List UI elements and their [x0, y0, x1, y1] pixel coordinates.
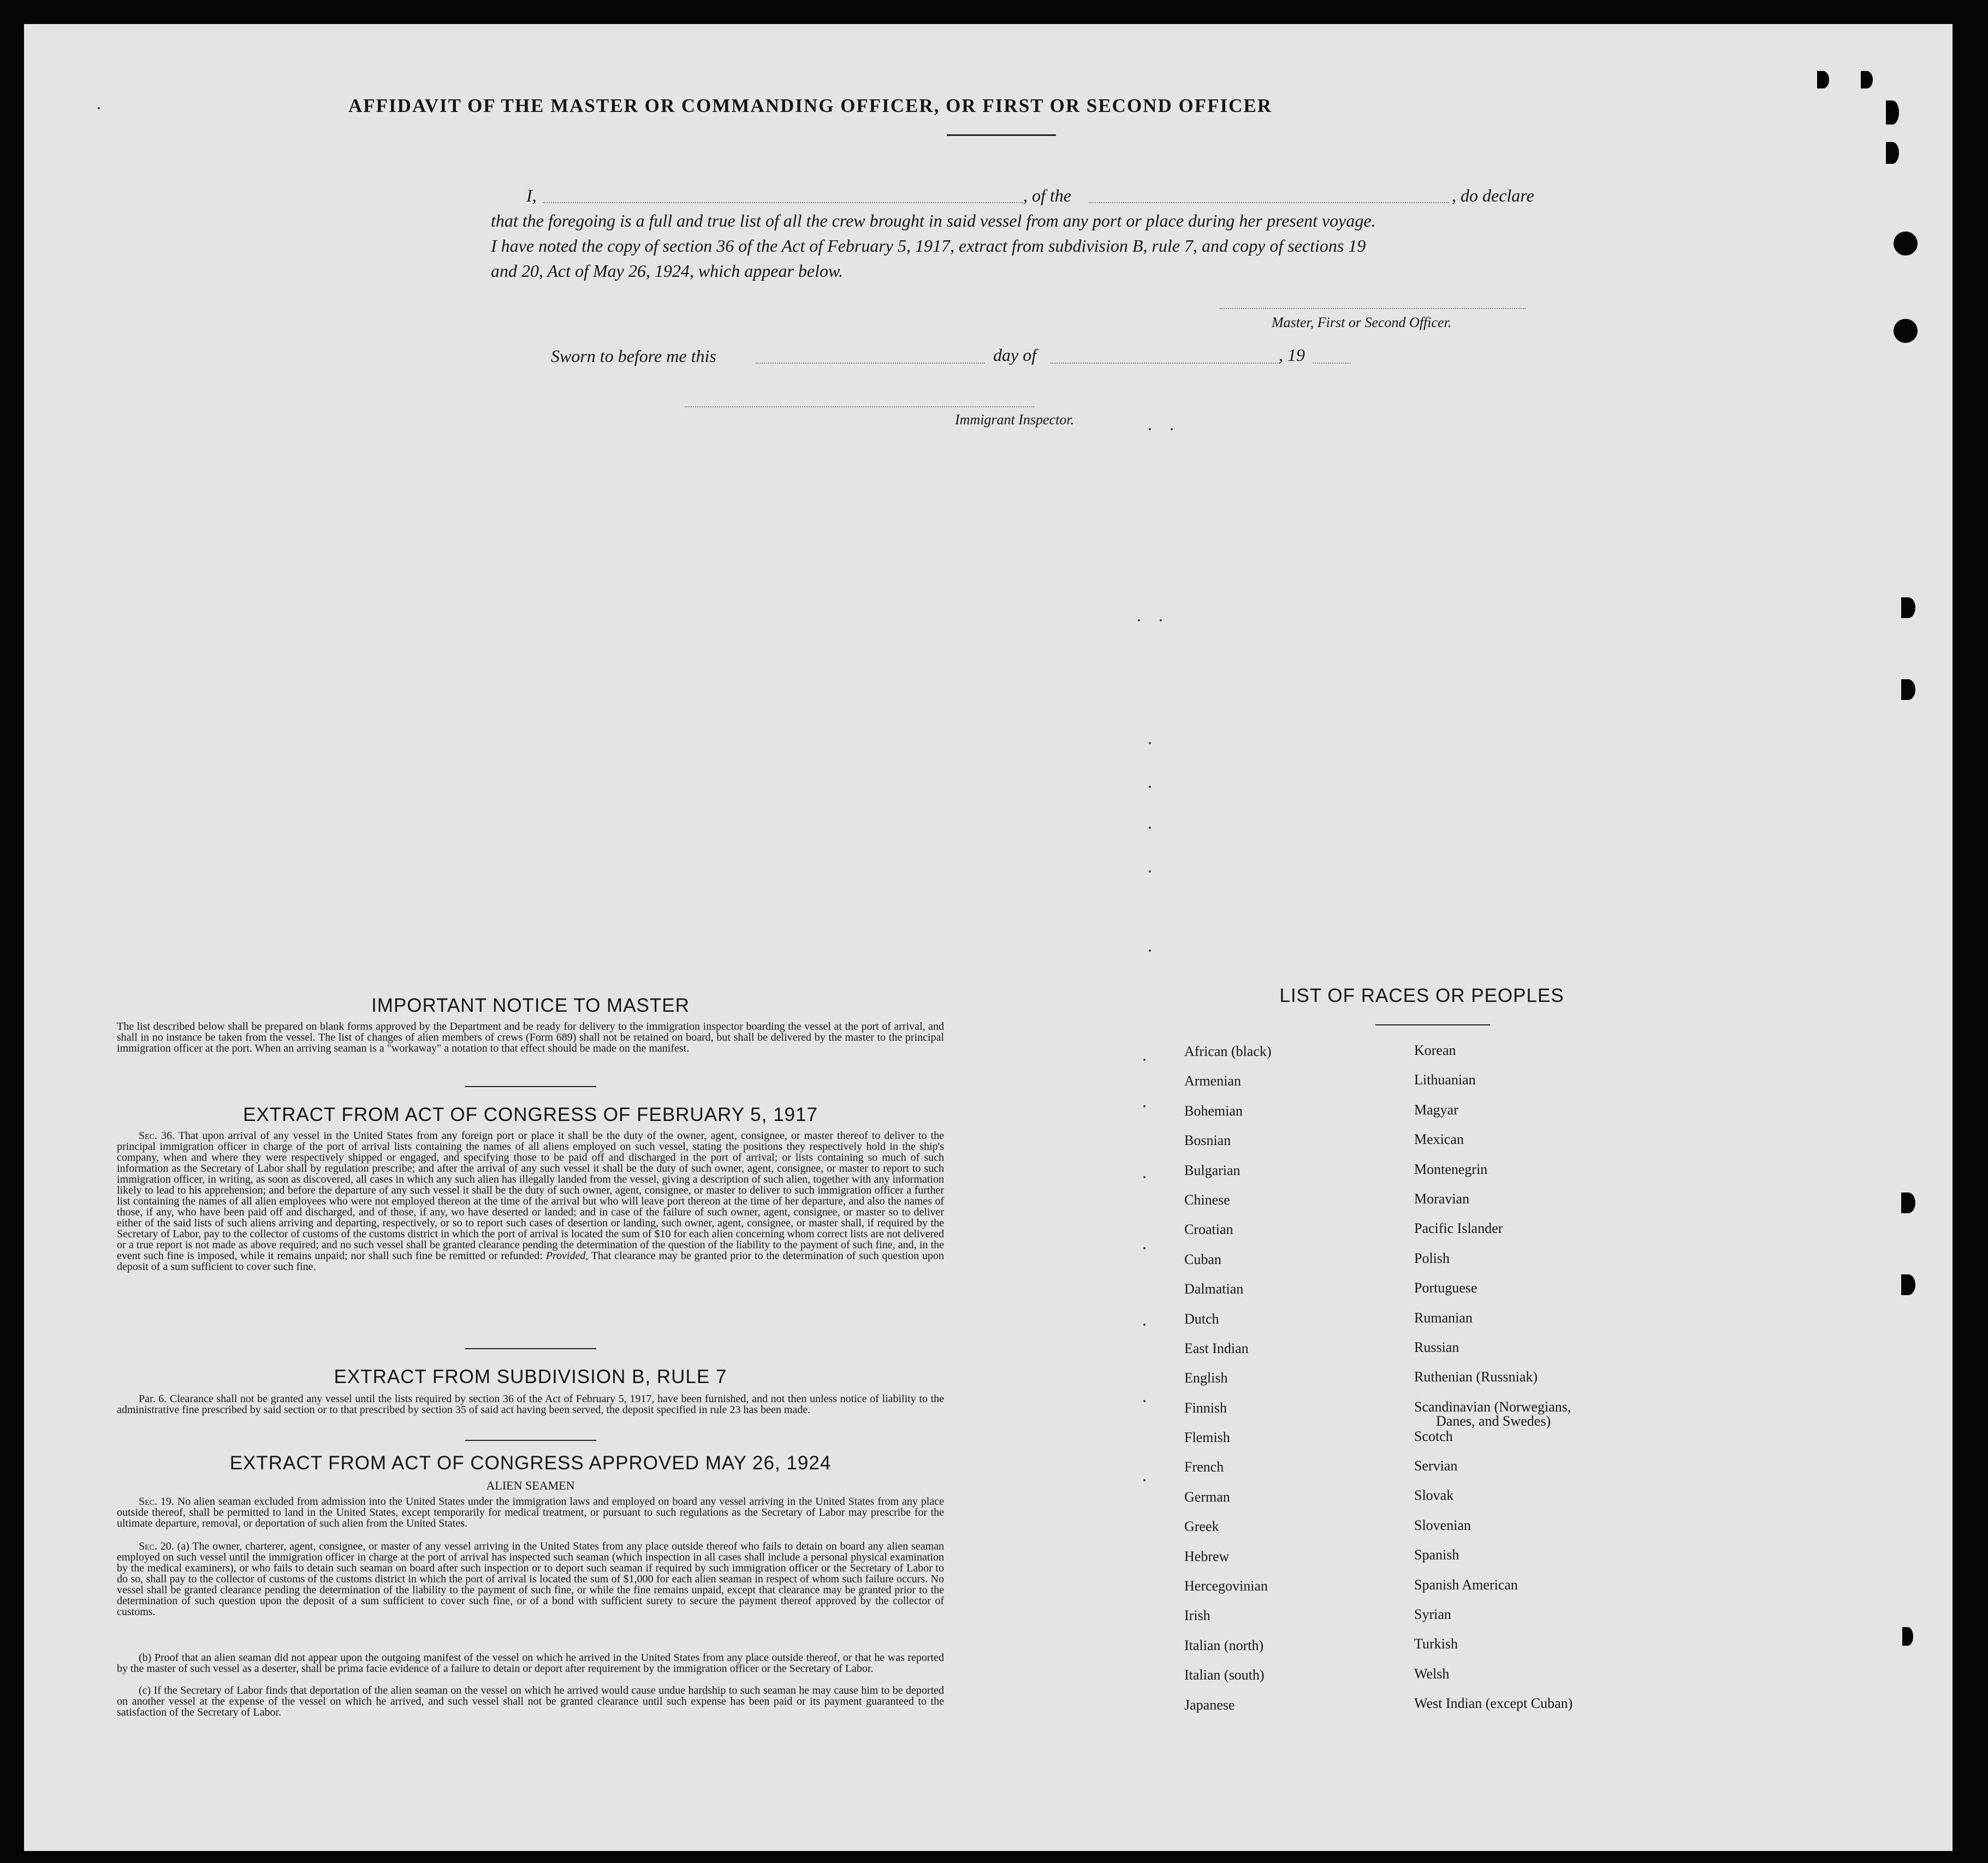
race-item: Greek [1184, 1518, 1219, 1535]
stray-dot [1149, 742, 1151, 744]
race-item: Slovak [1414, 1487, 1454, 1504]
stray-dot [1138, 619, 1140, 621]
race-item: Italian (north) [1184, 1637, 1264, 1653]
sec20a-body: (a) The owner, charterer, agent, consignee, or master of any vessel arriving in the United States from any place outside thereof who fails to detain on board any alien seaman employed on such vessel until the immigration officer in charge at the port of arrival has inspected such seaman (which inspection in all cases shall include a personal physical examination by the medical examiners), or who fails to detain such seaman on board after such inspection or to deport such seaman if required by such immigration officer or the Secretary of Labor to do so, shall pay to the collector of customs of the customs district in which the port of arrival is located the sum of $1,000 for each alien seaman in respect of whom such failure occurs. No vessel shall be granted clearance pending the determination of the liability to the payment of such fine, or while the fine remains unpaid, except that clearance may be granted prior to the determination of such question upon the deposit of a sum sufficient to cover such fine, or of a bond with sufficient surety to secure the payment thereof approved by the collector of customs. [117, 1540, 944, 1618]
extract-1917-text [117, 1130, 944, 1272]
race-item: Japanese [1184, 1696, 1235, 1713]
sworn-day-field[interactable] [756, 363, 985, 364]
race-item: Bosnian [1184, 1132, 1231, 1149]
notice-text: The list described below shall be prepared on blank forms approved by the Department and be ready for delivery to the immigration inspector boarding the vessel at the port of arrival, and shall in no instance be taken from the vessel. The list of changes of alien members of crews (Form 689) shall not be retained on board, but shall be delivered by the master to the principal immigration officer at the port. When an arriving seaman is a "workaway" a notation to that effect should be made on the manifest. [117, 1021, 944, 1054]
binder-notch [1861, 71, 1873, 88]
sec19-body: No alien seaman excluded from admission into the United States under the immigration laws and employed on board any vessel arriving in the United States from any place outside thereof, shall be permitted to land in the United States, except temporarily for medical treatment, or pursuant to such regulations as the Secretary of Labor may prescribe for the ultimate departure, removal, or deportation of such alien from the United States. [117, 1496, 944, 1529]
affidavit-do-declare: , do declare [1452, 186, 1534, 205]
extract-rule7-text: Par. 6. Clearance shall not be granted any vessel until the lists required by section 36 of the Act of February 5, 1917, have been furnished, and not then unless notice of liability to the administrative fine prescribed by said section or to that prescribed by section 35 of said act having been served, the deposit specified in rule 23 has been made. [117, 1393, 944, 1416]
races-column-2 [1414, 1043, 1572, 1726]
affidavit-line-1: that the foregoing is a full and true list of all the crew brought in said vessel from any port or place during her present voyage. [491, 211, 1376, 230]
race-item: Cuban [1184, 1251, 1221, 1267]
race-item: Finnish [1184, 1399, 1227, 1416]
race-item: Syrian [1414, 1606, 1451, 1623]
race-item: Spanish American [1414, 1576, 1518, 1593]
notice-rule [465, 1086, 596, 1087]
sec20b-text: (b) Proof that an alien seaman did not appear upon the outgoing manifest of the vessel on which he arrived in the United States from any place outside thereof, or that he was reported by the master of such vessel as a deserter, shall be prima facie evidence of a failure to detain or deport after requirement by the immigration officer or the Secretary of Labor. [117, 1652, 944, 1675]
stray-dot [1143, 1400, 1146, 1402]
race-item: Portuguese [1414, 1280, 1477, 1296]
race-item: Dalmatian [1184, 1281, 1244, 1297]
race-item: Danes, and Swedes) [1436, 1413, 1551, 1429]
stray-dot [1143, 1247, 1146, 1249]
vessel-field[interactable] [1089, 202, 1449, 203]
binder-notch [1886, 100, 1899, 124]
provided-word: Provided, [545, 1250, 589, 1262]
race-item: Hebrew [1184, 1548, 1230, 1564]
race-item: Turkish [1414, 1636, 1458, 1652]
race-item: Irish [1184, 1607, 1210, 1624]
affidavit-line-3: and 20, Act of May 26, 1924, which appear below. [491, 261, 843, 281]
race-item: Servian [1414, 1458, 1458, 1474]
race-item: Scotch [1414, 1428, 1453, 1444]
extract-1924-heading: EXTRACT FROM ACT OF CONGRESS APPROVED MAY 26, 1924 [229, 1452, 832, 1474]
race-item: African (black) [1184, 1043, 1272, 1059]
sec20c-text: (c) If the Secretary of Labor finds that deportation of the alien seaman on the vessel on which he arrived would cause undue hardship to such seaman he may cause him to be deported on another vessel at the expense of the vessel on which he arrived, and such vessel shall not be granted clearance until such expense has been paid or its payment guaranteed to the satisfaction of the Secretary of Labor. [117, 1684, 944, 1718]
race-item: Bulgarian [1184, 1162, 1241, 1178]
master-signature-label: Master, First or Second Officer. [1272, 315, 1452, 330]
race-item: Russian [1414, 1339, 1459, 1355]
race-item: Hercegovinian [1184, 1578, 1268, 1594]
affidavit-i: I, [526, 186, 537, 205]
notice-heading: IMPORTANT NOTICE TO MASTER [371, 995, 690, 1016]
binder-hole [1894, 232, 1918, 256]
binder-notch [1901, 1274, 1915, 1295]
day-of-label: day of [993, 345, 1037, 365]
stray-dot [98, 107, 100, 109]
race-item: Korean [1414, 1042, 1456, 1058]
year-label: , 19 [1279, 345, 1305, 365]
race-item: Chinese [1184, 1191, 1230, 1208]
stray-dot [1143, 1176, 1146, 1178]
race-item: Slovenian [1414, 1517, 1471, 1533]
race-item: Montenegrin [1414, 1161, 1488, 1177]
races-heading: LIST OF RACES OR PEOPLES [1279, 985, 1564, 1006]
stray-dot [1143, 1105, 1146, 1107]
sworn-label: Sworn to before me this [551, 346, 716, 366]
stray-dot [1143, 1059, 1146, 1061]
races-column-1 [1184, 1044, 1272, 1727]
extract-1917-rule [465, 1348, 596, 1349]
race-item: Magyar [1414, 1101, 1458, 1118]
race-item: West Indian (except Cuban) [1414, 1695, 1573, 1712]
sec36-end: That clearance may be granted prior to the determination of such question upon deposit of a sum sufficient to cover such fine. [117, 1250, 944, 1273]
race-item: French [1184, 1459, 1224, 1475]
name-field[interactable] [543, 202, 1023, 203]
binder-hole [1894, 319, 1918, 343]
race-item: Armenian [1184, 1073, 1241, 1089]
stray-dot [1149, 870, 1151, 873]
binder-notch [1886, 142, 1899, 164]
binder-notch [1901, 597, 1915, 618]
race-item: Italian (south) [1184, 1667, 1265, 1683]
stray-dot [1143, 1324, 1146, 1326]
sec19-text [117, 1496, 944, 1529]
sec36-body: That upon arrival of any vessel in the United States from any foreign port or place it shall be the duty of the owner, agent, consignee, or master thereof to deliver to the principal immigration officer in charge of the port of arrival lists containing the names of all aliens employed on such vessel, stating the positions they respectively hold in the ship's company, when and where they were respectively shipped or engaged, and specifying those to be paid off and discharged in the port of arrival; or lists containing so much of such information as the Secretary of Labor shall by regulation prescribe; and after the arrival of any such vessel it shall be the duty of such owner, agent, consignee, or master to report to such immigration officer, in writing, as soon as discovered, all cases in which any such alien has illegally landed from the vessel, giving a description of such alien, together with any information likely to lead to his apprehension; and before the departure of any such vessel it shall be the duty of such owner, agent, consignee, or master to deliver to such immigration officer a further list containing the names of all alien employees who were not employed thereon at the time of the arrival but who will leave port thereon at the time of her departure, and also the names of those, if any, who have been paid off and discharged, and of those, if any, wo have deserted or landed; and in case of the failure of such owner, agent, consignee, or master so to deliver either of the said lists of such aliens arriving and departing, respectively, or so to report such cases of desertion or landing, such owner, agent, consignee, or master shall, if required by the Secretary of Labor, pay to the collector of customs of the customs district in which the port of arrival is located the sum of $10 for each alien concerning whom correct lists are not delivered or a true report is not made as above required; and no such vessel shall be granted clearance pending the determination of the question of the liability to the payment of such fine, and, in the event such fine is imposed, while it remains unpaid; nor shall such fine be remitted or refunded: [117, 1130, 945, 1262]
race-item: Polish [1414, 1250, 1450, 1266]
stray-dot [1143, 1479, 1146, 1481]
form-sheet [24, 24, 1953, 1851]
sec36-label: Sec. 36. [139, 1130, 175, 1142]
binder-notch [1901, 679, 1915, 700]
race-item: Flemish [1184, 1429, 1230, 1446]
binder-notch [1902, 1627, 1913, 1646]
race-item: German [1184, 1488, 1230, 1505]
stray-dot [1160, 619, 1162, 621]
race-item: Welsh [1414, 1665, 1450, 1682]
affidavit-title: AFFIDAVIT OF THE MASTER OR COMMANDING OFFICER, OR FIRST OR SECOND OFFICER [348, 95, 1272, 116]
sec19-label: Sec. 19. [139, 1496, 174, 1508]
sec20-label: Sec. 20. [139, 1540, 174, 1552]
race-item: Rumanian [1414, 1309, 1473, 1326]
affidavit-of-the: , of the [1023, 186, 1071, 205]
stray-dot [1149, 950, 1151, 952]
stray-dot [1149, 827, 1151, 829]
race-item: Bohemian [1184, 1102, 1243, 1119]
master-signature-field[interactable] [1220, 308, 1526, 309]
race-item: Pacific Islander [1414, 1220, 1503, 1237]
alien-seamen-subheading: ALIEN SEAMEN [486, 1479, 575, 1492]
extract-rule7-heading: EXTRACT FROM SUBDIVISION B, RULE 7 [334, 1366, 727, 1387]
race-item: East Indian [1184, 1340, 1249, 1356]
inspector-signature-label: Immigrant Inspector. [955, 412, 1075, 428]
sworn-year-field[interactable] [1313, 363, 1351, 364]
stray-dot [1171, 428, 1173, 430]
race-item: Dutch [1184, 1310, 1219, 1327]
stray-dot [1149, 786, 1151, 788]
sworn-month-field[interactable] [1051, 363, 1280, 364]
extract-1917-heading: EXTRACT FROM ACT OF CONGRESS OF FEBRUARY 5, 1917 [243, 1104, 818, 1125]
race-item: Ruthenian (Russniak) [1414, 1369, 1538, 1385]
race-item: Lithuanian [1414, 1072, 1476, 1088]
race-item: Croatian [1184, 1221, 1233, 1238]
race-item: English [1184, 1370, 1228, 1386]
title-underline [947, 134, 1056, 136]
binder-notch [1901, 1192, 1915, 1213]
race-item: Spanish [1414, 1547, 1459, 1563]
race-item: Mexican [1414, 1131, 1464, 1148]
extract-rule7-rule [465, 1440, 596, 1441]
affidavit-line-2: I have noted the copy of section 36 of the Act of February 5, 1917, extract from subdivision B, rule 7, and copy of sections 19 [491, 236, 1366, 256]
race-item: Moravian [1414, 1190, 1470, 1207]
binder-notch [1817, 71, 1829, 88]
stray-dot [1149, 428, 1151, 430]
sec20a-text [117, 1541, 944, 1617]
races-rule [1375, 1024, 1490, 1025]
inspector-signature-field[interactable] [685, 406, 1034, 407]
race-item: Scandinavian (Norwegians, [1414, 1398, 1571, 1415]
